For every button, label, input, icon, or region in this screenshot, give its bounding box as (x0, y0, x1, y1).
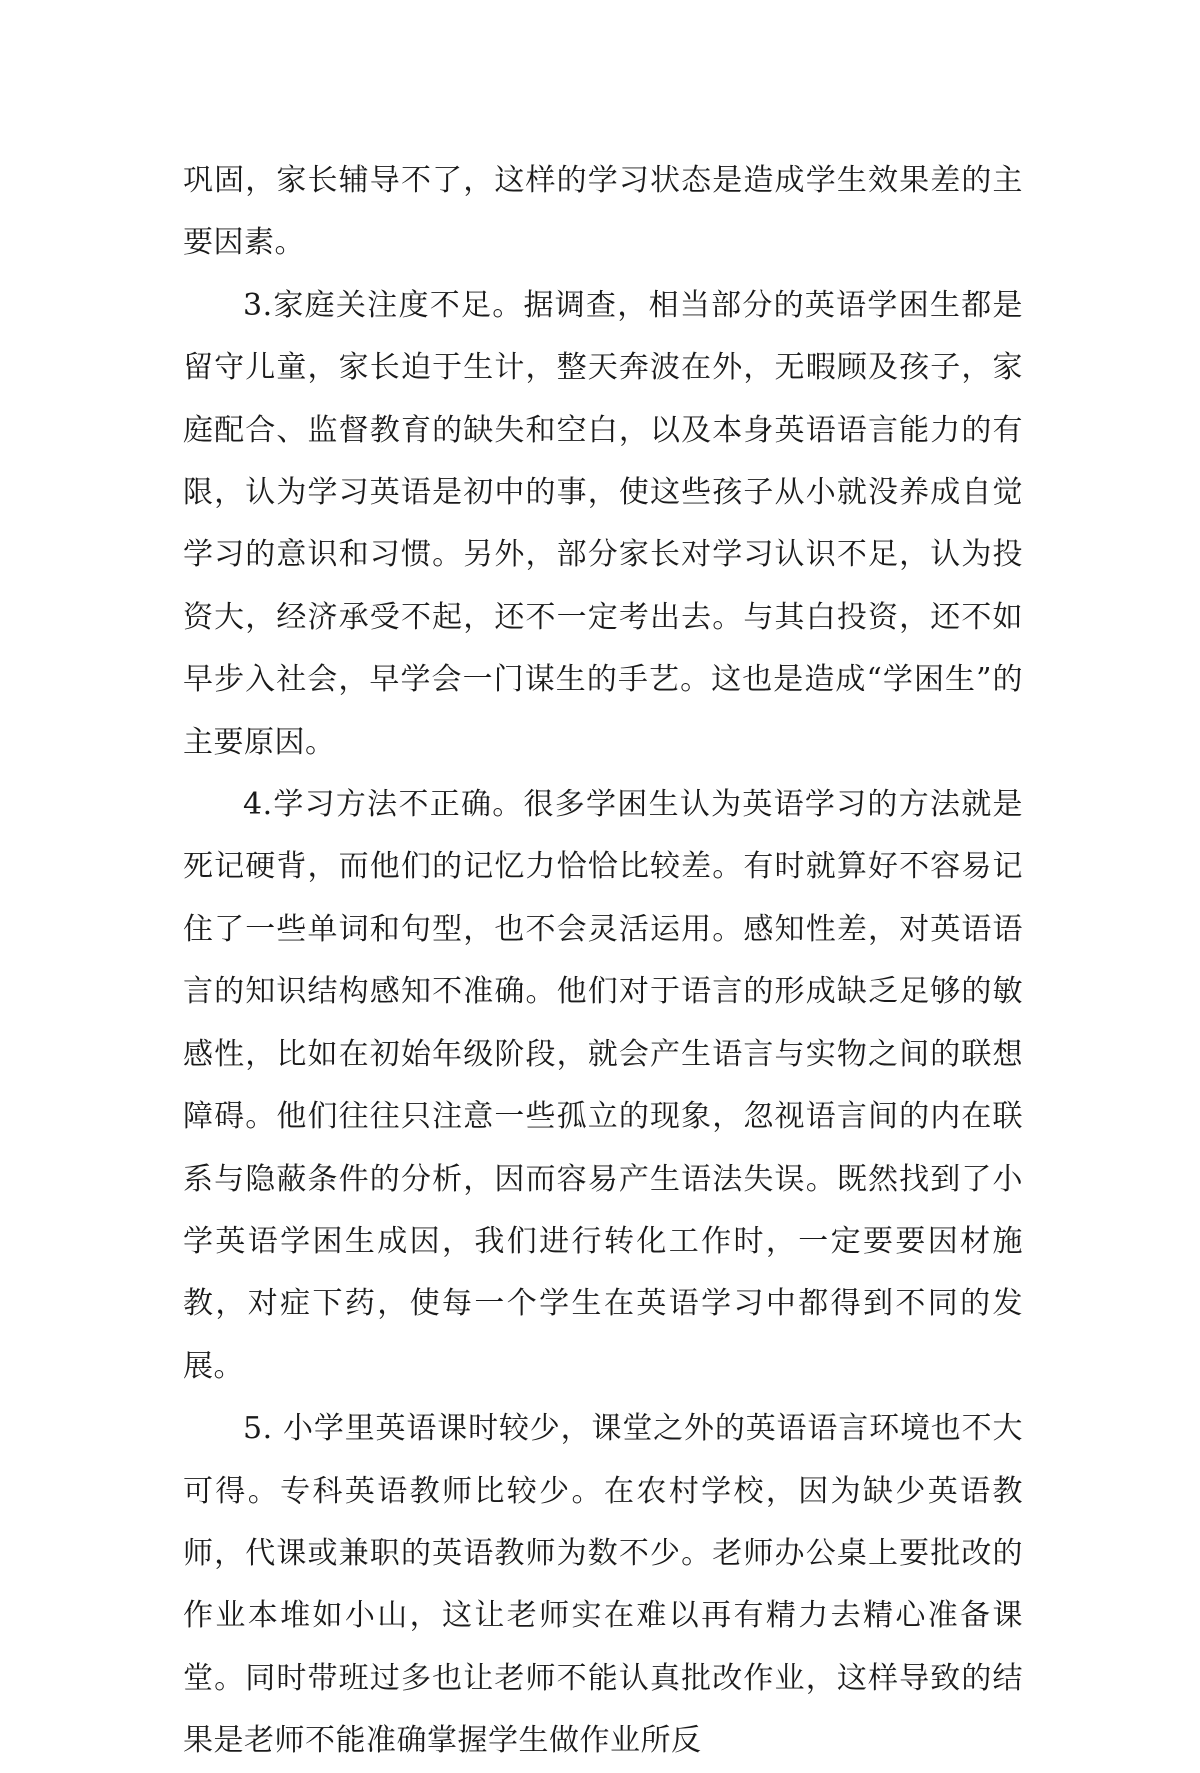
paragraph-point-3: 3.家庭关注度不足。据调查，相当部分的英语学困生都是留守儿童，家长迫于生计，整天奔波在外，无暇顾及孩子，家庭配合、监督教育的缺失和空白，以及本身英语语言能力的有限，认为学习英语是初中的事，使这些孩子从小就没养成自觉学习的意识和习惯。另外，部分家长对学习认识不足，认为投资大，经济承受不起，还不一定考出去。与其白投资，还不如早步入社会，早学会一门谋生的手艺。这也是造成“学困生”的主要原因。 (183, 287, 1023, 760)
paragraph-point-5: 5. 小学里英语课时较少，课堂之外的英语语言环境也不大可得。专科英语教师比较少。在农村学校，因为缺少英语教师，代课或兼职的英语教师为数不少。老师办公桌上要批改的作业本堆如小山，这让老师实在难以再有精力去精心准备课堂。同时带班过多也让老师不能认真批改作业，这样导致的结果是老师不能准确掌握学生做作业所反 (183, 1411, 1023, 1759)
paragraph-point-4: 4.学习方法不正确。很多学困生认为英语学习的方法就是死记硬背，而他们的记忆力恰恰比较差。有时就算好不容易记住了一些单词和句型，也不会灵活运用。感知性差，对英语语言的知识结构感知不准确。他们对于语言的形成缺乏足够的敏感性，比如在初始年级阶段，就会产生语言与实物之间的联想障碍。他们往往只注意一些孤立的现象，忽视语言间的内在联系与隐蔽条件的分析，因而容易产生语法失误。既然找到了小学英语学困生成因，我们进行转化工作时，一定要要因材施教，对症下药，使每一个学生在英语学习中都得到不同的发展。 (183, 787, 1023, 1384)
body-text (183, 150, 1023, 1773)
paragraph-continuation: 巩固，家长辅导不了，这样的学习状态是造成学生效果差的主要因素。 (183, 163, 1023, 261)
